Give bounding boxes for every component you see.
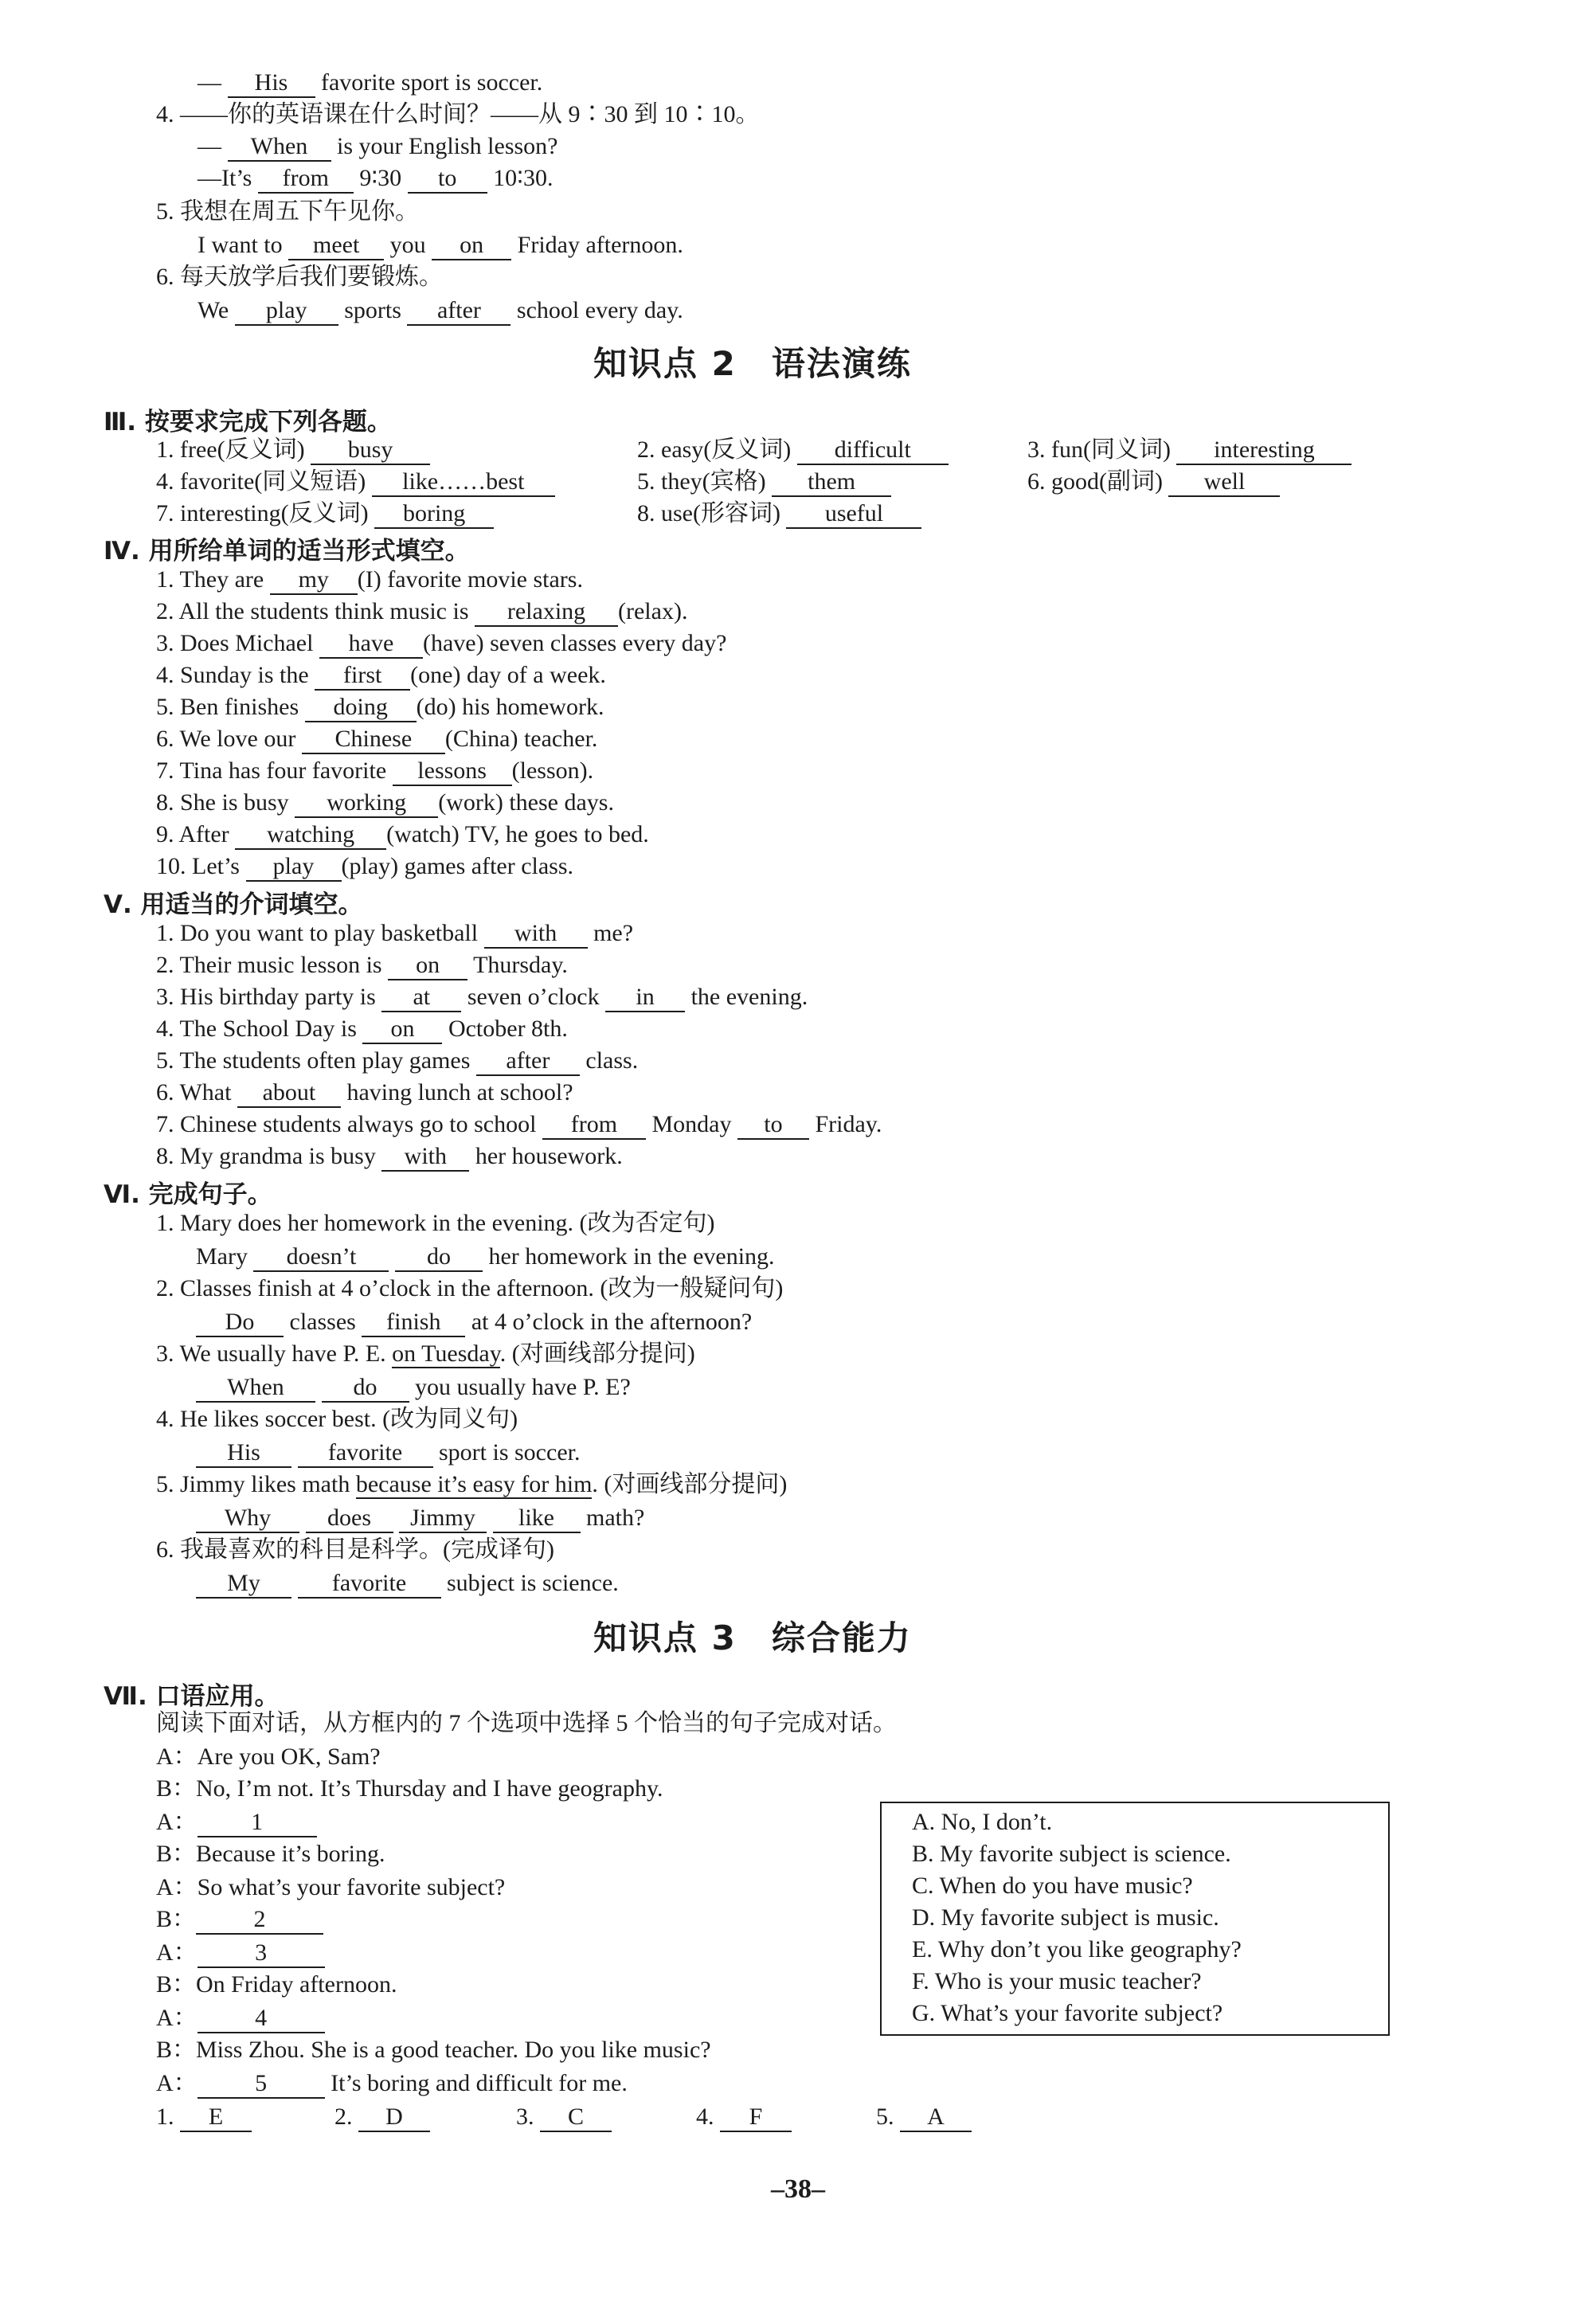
answer-blank: play (235, 297, 338, 326)
exercise-line: 5. 我想在周五下午见你。 (156, 198, 419, 225)
answer-blank: to (737, 1111, 809, 1140)
dialogue-line: A： 5 It’s boring and difficult for me. (156, 2068, 628, 2100)
option-item: D. My favorite subject is music. (912, 1904, 1219, 1931)
answer-blank: to (408, 165, 487, 194)
dialogue-line: B： 2 (156, 1904, 323, 1935)
exercise-line: 7. Tina has four favorite lessons (lesson). (156, 755, 593, 787)
exercise-line: Mary doesn’t do her homework in the evening. (196, 1241, 775, 1273)
underlined-phrase: on Tuesday (392, 1340, 500, 1367)
answer-blank: at (381, 984, 461, 1012)
exercise-line: — His favorite sport is soccer. (198, 67, 542, 99)
exercise-line: When do you usually have P. E? (196, 1372, 631, 1403)
answer-blank: relaxing (475, 598, 618, 627)
answer-blank: D (358, 2103, 430, 2132)
exercise-line: 9. After watching (watch) TV, he goes to bed. (156, 819, 649, 851)
answer-blank: first (315, 662, 410, 691)
exercise-line: 2. Their music lesson is on Thursday. (156, 949, 568, 981)
option-item: G. What’s your favorite subject? (912, 2000, 1223, 2026)
exercise-line: 7. interesting(反义词) boring (156, 498, 494, 530)
answer-blank: useful (786, 500, 921, 529)
underlined-phrase: because it’s easy for him (355, 1471, 593, 1497)
exercise-line: 4. Sunday is the first (one) day of a week. (156, 659, 606, 691)
dialogue-line: A：Are you OK, Sam? (156, 1743, 381, 1770)
answer-blank: on (362, 1016, 442, 1044)
exercise-line: 1. Mary does her homework in the evening. (改为否定句) (156, 1210, 715, 1236)
answer-blank: after (476, 1047, 580, 1076)
exercise-line: 4. The School Day is on October 8th. (156, 1013, 568, 1045)
exercise-line: I want to meet you on Friday afternoon. (198, 229, 683, 261)
section-title: Ⅴ. 用适当的介词填空。 (104, 890, 363, 919)
exercise-line: 6. 每天放学后我们要锻炼。 (156, 264, 443, 290)
answer-blank: with (484, 920, 588, 949)
answer-blank: interesting (1176, 436, 1352, 465)
answer-blank: His (196, 1439, 291, 1468)
exercise-line: 3. His birthday party is at seven o’clock in the evening. (156, 981, 808, 1013)
answer-blank: Chinese (302, 726, 445, 754)
answer-blank: like……best (372, 468, 555, 497)
answer-blank: like (493, 1505, 581, 1533)
dialogue-line: A： 1 (156, 1806, 317, 1838)
answer-item: 5. A (876, 2101, 972, 2133)
exercise-line: His favorite sport is soccer. (196, 1437, 580, 1469)
option-item: A. No, I don’t. (912, 1809, 1053, 1835)
answer-blank: My (196, 1570, 291, 1599)
answer-blank: after (407, 297, 510, 326)
exercise-line: 2. All the students think music is relaxing (relax). (156, 596, 687, 628)
exercise-line: 3. We usually have P. E. on Tuesday. (对画线部分提问) (156, 1340, 695, 1367)
exercise-line: 5. The students often play games after class. (156, 1045, 638, 1077)
exercise-line: 3. Does Michael have (have) seven classes every day? (156, 628, 726, 659)
answer-blank: 2 (196, 1906, 323, 1935)
exercise-line: 10. Let’s play (play) games after class. (156, 851, 573, 882)
exercise-line: 5. they(宾格) them (637, 466, 891, 498)
section-title: Ⅲ. 按要求完成下列各题。 (104, 408, 392, 436)
answer-blank: favorite (298, 1570, 441, 1599)
exercise-line: 7. Chinese students always go to school from Monday to Friday. (156, 1109, 882, 1141)
answer-blank: boring (374, 500, 494, 529)
exercise-line: 1. free(反义词) busy (156, 434, 430, 466)
exercise-line: — When is your English lesson? (198, 131, 558, 162)
answer-blank: do (322, 1374, 409, 1403)
answer-blank: does (306, 1505, 393, 1533)
answer-blank: Why (196, 1505, 299, 1533)
exercise-line: We play sports after school every day. (198, 295, 683, 327)
answer-blank: His (228, 69, 315, 98)
answer-blank: do (395, 1243, 483, 1272)
answer-blank: busy (311, 436, 430, 465)
answer-blank: from (542, 1111, 646, 1140)
answer-blank: Do (196, 1309, 284, 1337)
answer-blank: 4 (198, 2005, 325, 2033)
answer-blank: on (432, 232, 511, 260)
exercise-line: 5. Jimmy likes math because it’s easy for him. (对画线部分提问) (156, 1471, 788, 1497)
answer-blank: Jimmy (399, 1505, 487, 1533)
answer-blank: E (180, 2103, 252, 2132)
option-item: F. Who is your music teacher? (912, 1968, 1202, 1994)
exercise-line: 6. 我最喜欢的科目是科学。(完成译句) (156, 1536, 554, 1563)
instruction: 阅读下面对话，从方框内的 7 个选项中选择 5 个恰当的句子完成对话。 (156, 1710, 897, 1736)
option-item: C. When do you have music? (912, 1873, 1193, 1899)
section-title: Ⅵ. 完成句子。 (104, 1180, 272, 1209)
exercise-line: 6. good(副词) well (1027, 466, 1280, 498)
answer-blank: favorite (298, 1439, 433, 1468)
answer-item: 1. E (156, 2101, 252, 2133)
section-heading: 知识点 3 综合能力 (593, 1618, 912, 1657)
dialogue-line: A：So what’s your favorite subject? (156, 1874, 506, 1900)
exercise-line: 3. fun(同义词) interesting (1027, 434, 1352, 466)
dialogue-line: B：Miss Zhou. She is a good teacher. Do you like music? (156, 2037, 711, 2063)
answer-item: 3. C (516, 2101, 612, 2133)
answer-blank: on (388, 952, 467, 980)
exercise-line: 1. They are my (I) favorite movie stars. (156, 564, 583, 596)
answer-item: 2. D (334, 2101, 430, 2133)
answer-blank: in (605, 984, 685, 1012)
section-title: Ⅳ. 用所给单词的适当形式填空。 (104, 537, 470, 565)
answer-blank: have (319, 630, 423, 659)
dialogue-line: A： 3 (156, 1937, 325, 1969)
exercise-line: 6. What about having lunch at school? (156, 1077, 573, 1109)
answer-blank: my (270, 566, 358, 595)
option-item: B. My favorite subject is science. (912, 1841, 1231, 1867)
exercise-line: 6. We love our Chinese (China) teacher. (156, 723, 597, 755)
exercise-line: 2. easy(反义词) difficult (637, 434, 949, 466)
answer-blank: F (720, 2103, 792, 2132)
section-title: Ⅶ. 口语应用。 (104, 1682, 280, 1711)
page-number: –38– (771, 2174, 825, 2204)
answer-blank: C (540, 2103, 612, 2132)
answer-blank: with (381, 1143, 469, 1172)
exercise-line: 8. My grandma is busy with her housework. (156, 1141, 623, 1172)
section-heading: 知识点 2 语法演练 (593, 344, 912, 383)
dialogue-line: B：No, I’m not. It’s Thursday and I have geography. (156, 1775, 663, 1802)
exercise-line: —It’s from 9∶30 to 10∶30. (198, 162, 553, 194)
answer-blank: doing (305, 694, 417, 722)
answer-blank: from (258, 165, 354, 194)
exercise-line: Why does Jimmy like math? (196, 1502, 644, 1534)
exercise-line: 4. favorite(同义短语) like……best (156, 466, 555, 498)
exercise-line: 5. Ben finishes doing (do) his homework. (156, 691, 604, 723)
option-item: E. Why don’t you like geography? (912, 1936, 1242, 1963)
answer-blank: doesn’t (253, 1243, 389, 1272)
answer-blank: watching (235, 821, 386, 850)
answer-blank: 3 (198, 1939, 325, 1968)
dialogue-line: B：Because it’s boring. (156, 1841, 385, 1867)
answer-blank: A (900, 2103, 972, 2132)
answer-blank: When (196, 1374, 315, 1403)
exercise-line: 4. He likes soccer best. (改为同义句) (156, 1406, 518, 1432)
exercise-line: My favorite subject is science. (196, 1567, 619, 1599)
answer-blank: 1 (198, 1809, 317, 1837)
exercise-line: 8. use(形容词) useful (637, 498, 921, 530)
exercise-line: 2. Classes finish at 4 o’clock in the afternoon. (改为一般疑问句) (156, 1275, 784, 1301)
answer-blank: well (1168, 468, 1280, 497)
answer-blank: them (772, 468, 891, 497)
exercise-line: 1. Do you want to play basketball with me? (156, 918, 633, 949)
exercise-line: 8. She is busy working (work) these days. (156, 787, 614, 819)
dialogue-line: A： 4 (156, 2002, 325, 2034)
answer-blank: meet (288, 232, 384, 260)
dialogue-line: B：On Friday afternoon. (156, 1971, 397, 1998)
answer-blank: finish (362, 1309, 465, 1337)
answer-blank: about (237, 1079, 341, 1108)
answer-blank: lessons (393, 757, 512, 786)
answer-blank: play (246, 853, 342, 882)
exercise-line: Do classes finish at 4 o’clock in the afternoon? (196, 1306, 752, 1338)
exercise-line: 4. ——你的英语课在什么时间？——从 9∶30 到 10∶10。 (156, 101, 760, 127)
answer-blank: difficult (797, 436, 949, 465)
answer-item: 4. F (696, 2101, 792, 2133)
answer-blank: working (295, 789, 438, 818)
answer-blank: When (228, 133, 331, 162)
answer-blank: 5 (198, 2070, 325, 2099)
